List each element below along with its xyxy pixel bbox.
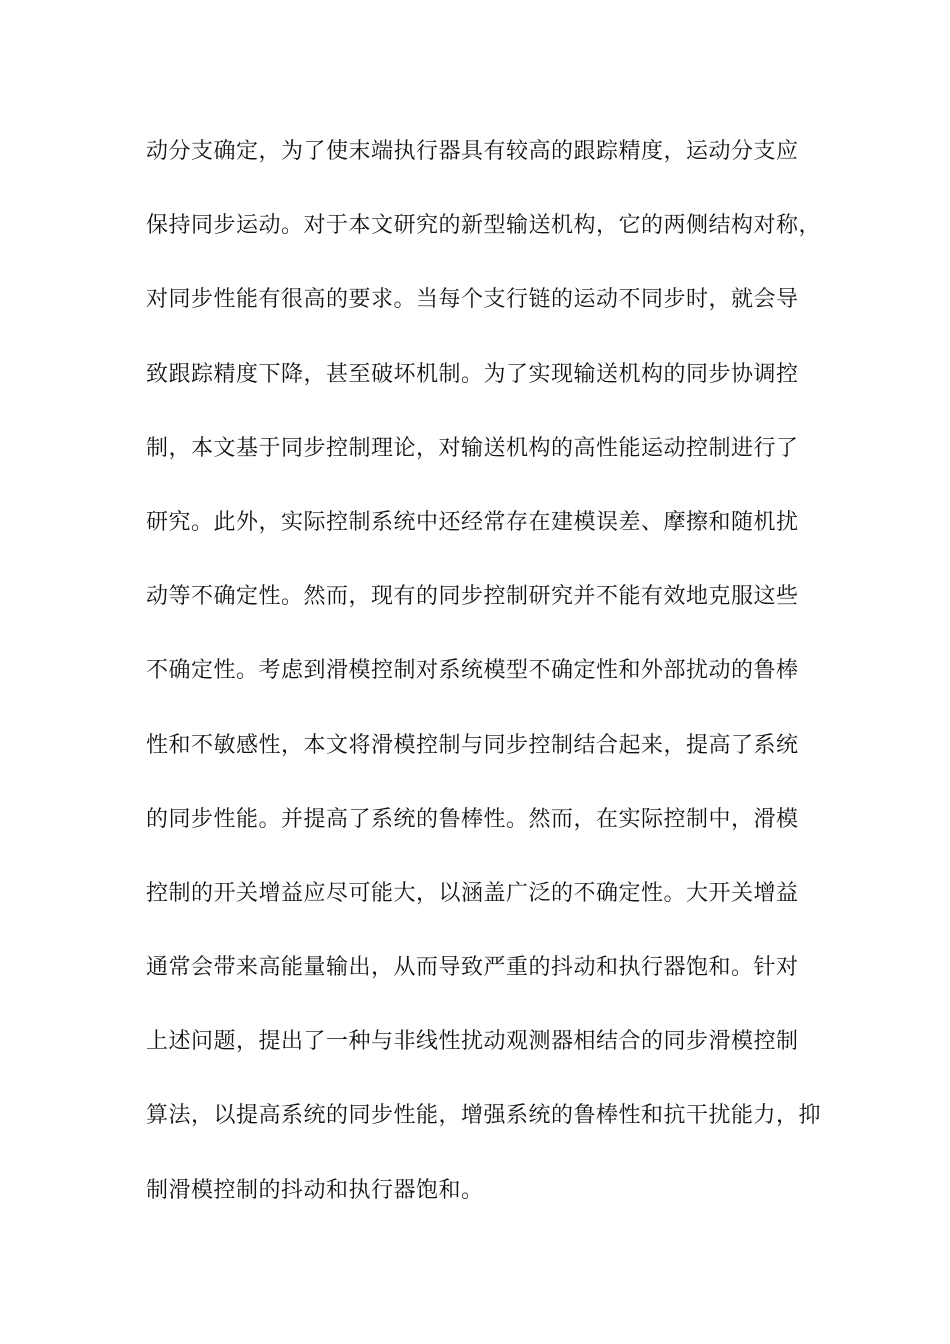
paragraph-line: 制，本文基于同步控制理论，对输送机构的高性能运动控制进行了 xyxy=(146,435,799,461)
paragraph-line: 动分支确定，为了使末端执行器具有较高的跟踪精度，运动分支应 xyxy=(146,139,799,164)
paragraph-line: 对同步性能有很高的要求。当每个支行链的运动不同步时，就会导 xyxy=(146,287,799,313)
paragraph-line: 上述问题，提出了一种与非线性扰动观测器相结合的同步滑模控制 xyxy=(146,1029,799,1055)
paragraph-line: 制滑模控制的抖动和执行器饱和。 xyxy=(146,1177,484,1203)
paragraph-line: 通常会带来高能量输出，从而导致严重的抖动和执行器饱和。针对 xyxy=(146,955,799,981)
paragraph-line: 保持同步运动。对于本文研究的新型输送机构，它的两侧结构对称， xyxy=(146,213,822,239)
paragraph-line: 性和不敏感性，本文将滑模控制与同步控制结合起来，提高了系统 xyxy=(146,732,799,758)
paragraph-line: 致跟踪精度下降，甚至破坏机制。为了实现输送机构的同步协调控 xyxy=(146,361,799,387)
paragraph-line: 控制的开关增益应尽可能大，以涵盖广泛的不确定性。大开关增益 xyxy=(146,880,799,906)
paragraph xyxy=(146,130,822,1243)
paragraph-line: 的同步性能。并提高了系统的鲁棒性。然而，在实际控制中，滑模 xyxy=(146,806,799,832)
paragraph-line: 动等不确定性。然而，现有的同步控制研究并不能有效地克服这些 xyxy=(146,584,799,610)
paragraph-line: 算法，以提高系统的同步性能，增强系统的鲁棒性和抗干扰能力，抑 xyxy=(146,1103,822,1129)
paragraph-line: 研究。此外，实际控制系统中还经常存在建模误差、摩擦和随机扰 xyxy=(146,509,799,535)
paragraph-line: 不确定性。考虑到滑模控制对系统模型不确定性和外部扰动的鲁棒 xyxy=(146,658,799,684)
